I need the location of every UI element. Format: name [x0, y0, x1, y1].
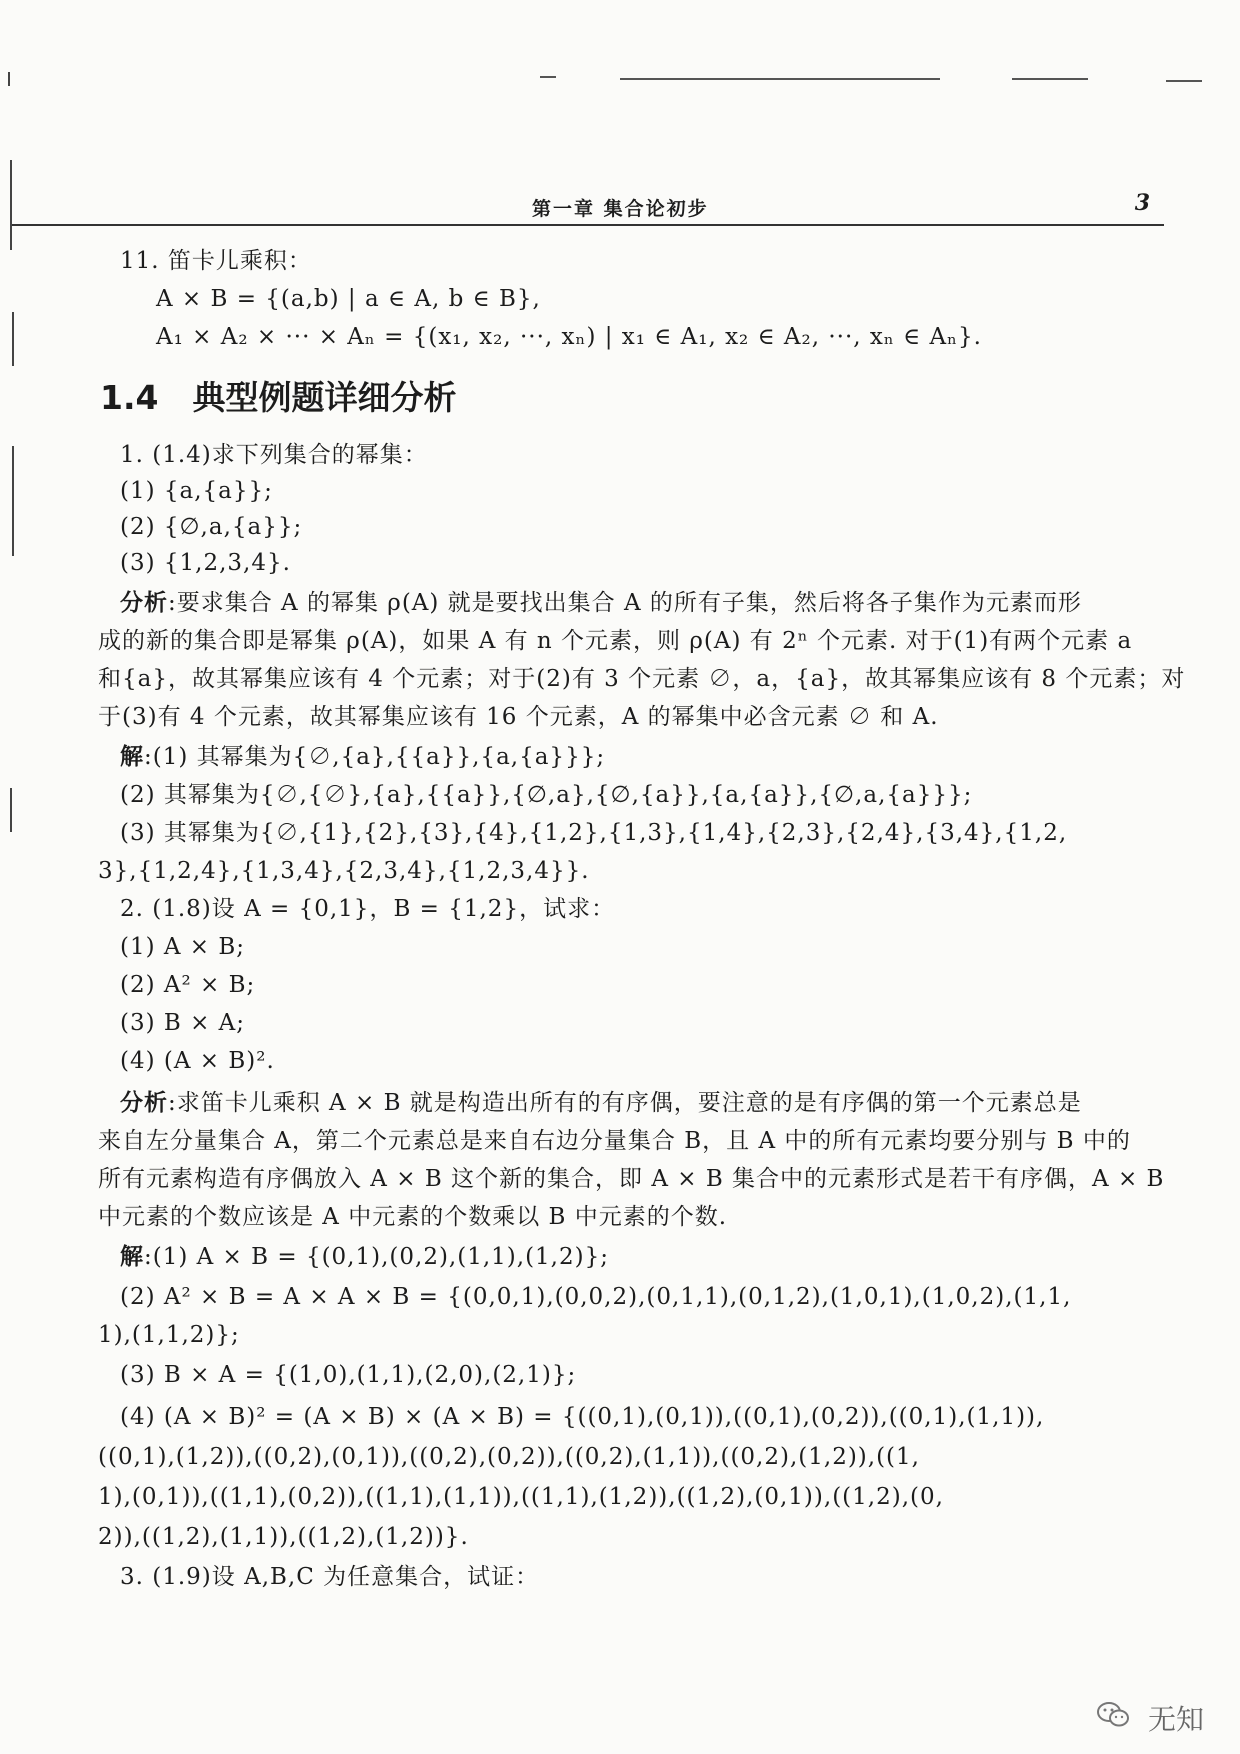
- problem-3-question: 3. (1.9)设 A,B,C 为任意集合，试证：: [120, 1564, 540, 1590]
- problem-2-analysis-line: 所有元素构造有序偶放入 A × B 这个新的集合，即 A × B 集合中的元素形式是若干有序偶，A × B: [98, 1166, 1165, 1192]
- scan-artifact-line: [540, 76, 556, 78]
- problem-1-question: 1. (1.4)求下列集合的幂集：: [120, 442, 428, 468]
- problem-1-analysis-line: 于(3)有 4 个元素，故其幂集应该有 16 个元素，A 的幂集中必含元素 ∅ 和 A.: [98, 704, 939, 730]
- problem-2-solution-4-cont: ((0,1),(1,2)),((0,2),(0,1)),((0,2),(0,2)),((0,2),(1,1)),((0,2),(1,2)),((1,: [98, 1444, 920, 1470]
- watermark-text: 无知: [1147, 1703, 1204, 1736]
- problem-1-solution-3: (3) 其幂集为{∅,{1},{2},{3},{4},{1,2},{1,3},{1,4},{2,3},{2,4},{3,4},{1,2,: [120, 820, 1068, 846]
- running-header: [12, 188, 1164, 226]
- problem-2-sub-3: (3) B × A;: [120, 1010, 246, 1036]
- problem-1-solution-2: (2) 其幂集为{∅,{∅},{a},{{a}},{∅,a},{∅,{a}},{a,{a}},{∅,a,{a}}};: [120, 782, 973, 808]
- solution-text: :(1) A × B = {(0,1),(0,2),(1,1),(1,2)};: [144, 1244, 609, 1270]
- problem-2-sub-4: (4) (A × B)².: [120, 1048, 275, 1074]
- section-number: 1.4: [100, 378, 159, 417]
- problem-2-sub-1: (1) A × B;: [120, 934, 246, 960]
- section-title: 典型例题详细分析: [192, 378, 457, 417]
- problem-2-analysis-line: 中元素的个数应该是 A 中元素的个数乘以 B 中元素的个数.: [98, 1204, 728, 1230]
- solution-label: 解: [120, 1243, 144, 1270]
- chapter-title: 第一章 集合论初步: [532, 198, 709, 220]
- scan-margin-line: [8, 72, 10, 86]
- watermark: [1096, 1698, 1204, 1738]
- scan-artifact-line: [620, 78, 940, 80]
- problem-2-question: 2. (1.8)设 A = {0,1}，B = {1,2}，试求：: [120, 896, 616, 922]
- problem-2-sub-2: (2) A² × B;: [120, 972, 256, 998]
- problem-2-solution-2-cont: 1),(1,1,2)};: [98, 1322, 240, 1348]
- problem-2-analysis-line: 来自左分量集合 A，第二个元素总是来自右边分量集合 B，且 A 中的所有元素均要分别与 B 中的: [98, 1128, 1131, 1154]
- section-heading: [100, 372, 456, 419]
- problem-2-solution: [120, 1240, 1162, 1274]
- problem-2-solution-4-cont: 2)),((1,2),(1,1)),((1,2),(1,2))}.: [98, 1524, 469, 1550]
- scan-artifact-line: [1012, 78, 1088, 80]
- scan-margin-line: [10, 788, 12, 832]
- problem-2-analysis: [120, 1086, 1162, 1120]
- problem-1-sub-2: (2) {∅,a,{a}};: [120, 514, 303, 540]
- problem-1-sub-3: (3) {1,2,3,4}.: [120, 550, 291, 576]
- definition-formula-2: A₁ × A₂ × ··· × Aₙ = {(x₁, x₂, ···, xₙ) | x₁ ∈ A₁, x₂ ∈ A₂, ···, xₙ ∈ Aₙ}.: [156, 324, 982, 350]
- problem-2-solution-3: (3) B × A = {(1,0),(1,1),(2,0),(2,1)};: [120, 1362, 577, 1388]
- problem-1-analysis-line: 成的新的集合即是幂集 ρ(A)，如果 A 有 n 个元素，则 ρ(A) 有 2ⁿ 个元素. 对于(1)有两个元素 a: [98, 628, 1133, 654]
- definition-item-11: 11. 笛卡儿乘积：: [120, 248, 312, 274]
- solution-label: 解: [120, 743, 144, 770]
- scan-artifact-line: [1166, 80, 1202, 82]
- analysis-text: :要求集合 A 的幂集 ρ(A) 就是要找出集合 A 的所有子集，然后将各子集作为元素而形: [168, 590, 1082, 616]
- scan-margin-line: [12, 312, 14, 366]
- problem-2-solution-2: (2) A² × B = A × A × B = {(0,0,1),(0,0,2),(0,1,1),(0,1,2),(1,0,1),(1,0,2),(1,1,: [120, 1284, 1072, 1310]
- problem-1-solution: [120, 740, 1162, 774]
- problem-1-analysis: [120, 586, 1162, 620]
- problem-2-solution-4-cont: 1),(0,1)),((1,1),(0,2)),((1,1),(1,1)),((1,1),(1,2)),((1,2),(0,1)),((1,2),(0,: [98, 1484, 944, 1510]
- scan-margin-line: [12, 446, 14, 556]
- page-number: 3: [1134, 190, 1150, 216]
- analysis-text: :求笛卡儿乘积 A × B 就是构造出所有的有序偶，要注意的是有序偶的第一个元素总是: [168, 1090, 1082, 1116]
- problem-2-solution-4: (4) (A × B)² = (A × B) × (A × B) = {((0,1),(0,1)),((0,1),(0,2)),((0,1),(1,1)),: [120, 1404, 1045, 1430]
- analysis-label: 分析: [120, 1089, 168, 1116]
- solution-text: :(1) 其幂集为{∅,{a},{{a}},{a,{a}}};: [144, 744, 606, 770]
- analysis-label: 分析: [120, 589, 168, 616]
- problem-1-solution-3-cont: 3},{1,2,4},{1,3,4},{2,3,4},{1,2,3,4}}.: [98, 858, 590, 884]
- definition-formula-1: A × B = {(a,b) | a ∈ A, b ∈ B},: [156, 286, 541, 312]
- problem-1-analysis-line: 和{a}，故其幂集应该有 4 个元素；对于(2)有 3 个元素 ∅，a，{a}，故其幂集应该有 8 个元素；对: [98, 666, 1186, 692]
- problem-1-sub-1: (1) {a,{a}};: [120, 478, 273, 504]
- wechat-icon: [1096, 1706, 1138, 1736]
